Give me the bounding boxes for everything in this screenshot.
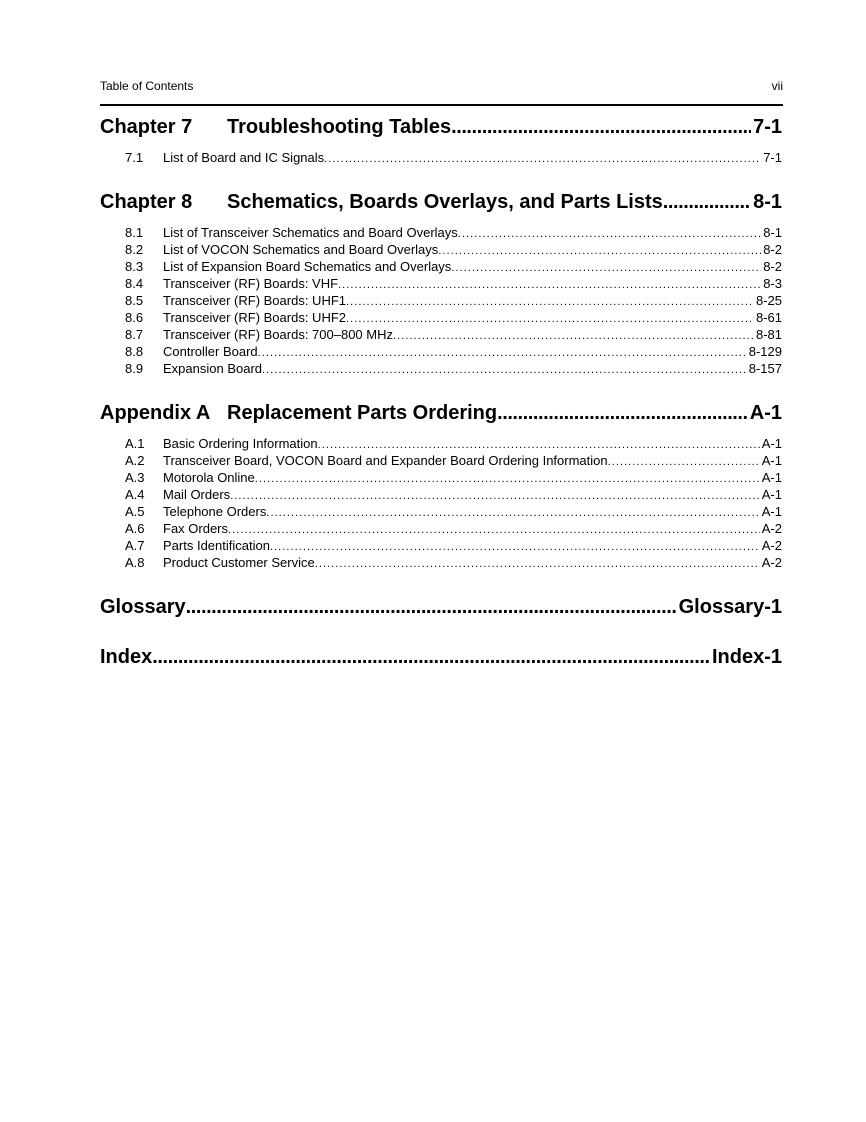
section-list [100, 224, 782, 377]
toc-entry[interactable] [100, 275, 782, 292]
toc-entry[interactable] [100, 309, 782, 326]
toc-entry[interactable] [100, 452, 782, 469]
section-page: A-1 [761, 470, 782, 485]
spacer [100, 377, 782, 399]
section-number: 8.9 [125, 361, 144, 376]
section-page: A-1 [761, 504, 782, 519]
dot-leader [262, 360, 747, 379]
chapter-title: Troubleshooting Tables [227, 116, 452, 138]
section-page: A-2 [761, 538, 782, 553]
section-page: A-1 [761, 487, 782, 502]
section-number: A.3 [125, 470, 145, 485]
dot-leader [324, 149, 761, 168]
section-page: 8-2 [763, 242, 782, 257]
toc-glossary[interactable] [100, 593, 782, 621]
page-header [100, 79, 783, 95]
toc-entry[interactable] [100, 520, 782, 537]
glossary-title: Glossary [100, 596, 186, 618]
dot-leader [186, 593, 677, 621]
toc-chapter-7 [100, 113, 782, 166]
section-title: List of VOCON Schematics and Board Overlays [163, 242, 439, 257]
section-page: 7-1 [763, 150, 782, 165]
chapter-heading[interactable] [100, 188, 782, 216]
spacer [100, 621, 782, 643]
spacer [100, 166, 782, 188]
chapter-label: Chapter 7 [100, 116, 193, 138]
section-number: 7.1 [125, 150, 144, 165]
toc-entry[interactable] [100, 503, 782, 520]
section-number: A.4 [125, 487, 145, 502]
toc-entry[interactable] [100, 258, 782, 275]
section-title: Basic Ordering Information [163, 436, 318, 451]
section-list [100, 149, 782, 166]
chapter-heading[interactable] [100, 113, 782, 141]
section-page: A-2 [761, 521, 782, 536]
section-title: Telephone Orders [163, 504, 267, 519]
toc-entry[interactable] [100, 435, 782, 452]
section-title: Transceiver Board, VOCON Board and Expander Board Ordering Information [163, 453, 608, 468]
toc-entry[interactable] [100, 537, 782, 554]
chapter-title: Replacement Parts Ordering [227, 402, 498, 424]
toc-entry[interactable] [100, 326, 782, 343]
section-number: 8.5 [125, 293, 144, 308]
toc-entry[interactable] [100, 554, 782, 571]
section-title: Parts Identification [163, 538, 270, 553]
section-page: 8-1 [763, 225, 782, 240]
spacer [100, 571, 782, 593]
index-title: Index [100, 646, 153, 668]
toc-entry[interactable] [100, 469, 782, 486]
dot-leader [315, 554, 760, 573]
section-number: 8.3 [125, 259, 144, 274]
section-page: 8-25 [755, 293, 782, 308]
chapter-label: Appendix A [100, 402, 211, 424]
header-page-number: vii [771, 79, 783, 93]
toc-entry[interactable] [100, 486, 782, 503]
section-number: A.8 [125, 555, 145, 570]
section-number: A.1 [125, 436, 145, 451]
section-page: 8-157 [748, 361, 782, 376]
table-of-contents [100, 113, 782, 671]
section-page: A-1 [761, 453, 782, 468]
chapter-page: 7-1 [753, 116, 782, 138]
chapter-title: Schematics, Boards Overlays, and Parts Lists [227, 191, 663, 213]
section-title: List of Expansion Board Schematics and Overlays [163, 259, 452, 274]
chapter-page: A-1 [749, 402, 782, 424]
section-number: 8.4 [125, 276, 144, 291]
section-title: List of Board and IC Signals [163, 150, 325, 165]
dot-leader [152, 643, 710, 671]
dot-leader [497, 399, 748, 427]
section-number: 8.1 [125, 225, 144, 240]
toc-entry[interactable] [100, 149, 782, 166]
dot-leader [663, 188, 751, 216]
chapter-page: 8-1 [753, 191, 782, 213]
section-number: 8.6 [125, 310, 144, 325]
section-title: Product Customer Service [163, 555, 315, 570]
glossary-page: Glossary-1 [678, 596, 782, 618]
section-title: Fax Orders [163, 521, 229, 536]
section-page: A-1 [761, 436, 782, 451]
section-title: Transceiver (RF) Boards: UHF2 [163, 310, 346, 325]
section-title: List of Transceiver Schematics and Board Overlays [163, 225, 458, 240]
section-number: 8.2 [125, 242, 144, 257]
toc-chapter-8 [100, 188, 782, 377]
section-page: 8-2 [763, 259, 782, 274]
toc-index[interactable] [100, 643, 782, 671]
section-number: 8.8 [125, 344, 144, 359]
toc-appendix-a [100, 399, 782, 571]
section-title: Transceiver (RF) Boards: UHF1 [163, 293, 346, 308]
dot-leader [451, 113, 751, 141]
toc-entry[interactable] [100, 343, 782, 360]
section-title: Controller Board [163, 344, 258, 359]
toc-entry[interactable] [100, 241, 782, 258]
header-rule [100, 104, 783, 106]
section-title: Expansion Board [163, 361, 263, 376]
index-page: Index-1 [711, 646, 782, 668]
section-number: 8.7 [125, 327, 144, 342]
section-page: 8-61 [755, 310, 782, 325]
section-number: A.5 [125, 504, 145, 519]
section-number: A.2 [125, 453, 145, 468]
chapter-heading[interactable] [100, 399, 782, 427]
header-section-title: Table of Contents [100, 79, 194, 93]
section-number: A.7 [125, 538, 145, 553]
section-title: Transceiver (RF) Boards: VHF [163, 276, 339, 291]
section-title: Transceiver (RF) Boards: 700–800 MHz [163, 327, 393, 342]
section-page: 8-3 [763, 276, 782, 291]
toc-entry[interactable] [100, 360, 782, 377]
section-number: A.6 [125, 521, 145, 536]
toc-entry[interactable] [100, 224, 782, 241]
section-page: 8-81 [755, 327, 782, 342]
chapter-label: Chapter 8 [100, 191, 193, 213]
section-list [100, 435, 782, 571]
toc-entry[interactable] [100, 292, 782, 309]
section-page: A-2 [761, 555, 782, 570]
section-page: 8-129 [748, 344, 782, 359]
section-title: Mail Orders [163, 487, 231, 502]
section-title: Motorola Online [163, 470, 255, 485]
